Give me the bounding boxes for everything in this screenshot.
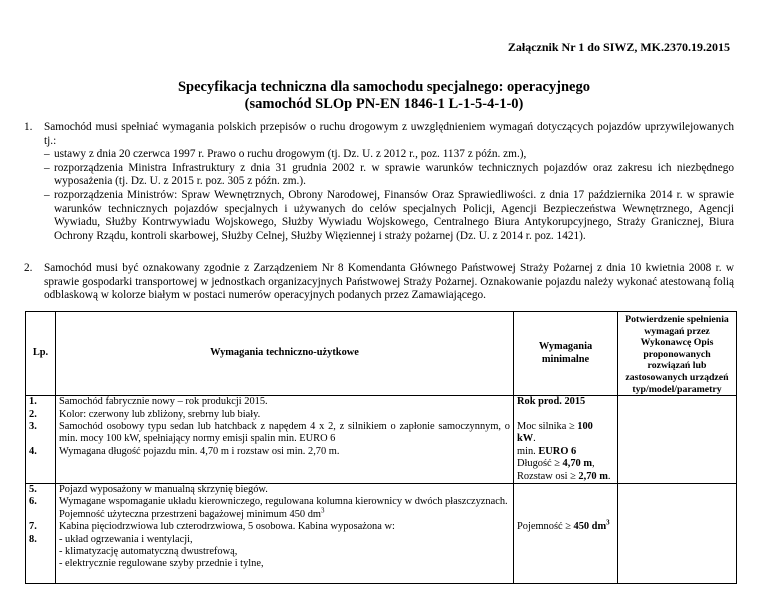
requirement-luggage: [59, 506, 510, 521]
bullet-item: [44, 148, 734, 162]
dash-icon: –: [44, 161, 50, 174]
min-length-value: 4,70 m: [562, 458, 592, 470]
superscript: 3: [321, 506, 325, 515]
requirement-text: Pojemność użyteczna przestrzeni bagażowej minimum 450 dm: [59, 508, 321, 520]
min-wheelbase: Rozstaw osi ≥ 2,70 m.: [517, 470, 611, 482]
bullet-text: ustawy z dnia 20 czerwca 1997 r. Prawo o ruchu drogowym (tj. Dz. U. z 2012 r., poz. 1137 z późn. zm.),: [54, 148, 527, 161]
row-number: 4.: [29, 445, 37, 457]
min-power-value: 100 kW: [517, 420, 593, 445]
min-length: Długość ≥ 4,70 m,: [517, 458, 595, 470]
min-power-label: Moc silnika ≥: [517, 420, 578, 432]
table-header-row: [26, 312, 737, 396]
min-euro-value: EURO 6: [538, 445, 577, 457]
requirement-text: - klimatyzację automatyczną dwustrefową,: [59, 546, 238, 558]
min-luggage-label: Pojemność ≥: [517, 521, 574, 533]
confirmation-cell[interactable]: [618, 396, 737, 484]
minimum-cell: [514, 396, 618, 484]
document-subtitle: (samochód SLOp PN-EN 1846-1 L-1-5-4-1-0): [244, 96, 524, 112]
list-item-text: Samochód musi spełniać wymagania polskich przepisów o ruchu drogowym z uwzględnieniem wymagań dotyczących pojazdów uprzywilejowanych tj.:: [44, 121, 734, 147]
row-number: 3.: [29, 420, 37, 432]
list-item-number: 2.: [24, 262, 33, 274]
requirement-text: Kabina pięciodrzwiowa lub czterodrzwiowa, 5 osobowa. Kabina wyposażona w:: [59, 521, 395, 533]
row-numbers: [26, 396, 56, 484]
requirement-text: Kolor: czerwony lub zbliżony, srebrny lub biały.: [59, 408, 261, 420]
min-wheelbase-value: 2,70 m: [578, 470, 608, 482]
header-requirements: Wymagania techniczno-użytkowe: [56, 312, 514, 396]
header-lp: Lp.: [26, 312, 56, 396]
minimum-cell: [514, 483, 618, 583]
row-number: 1.: [29, 396, 37, 408]
requirement-text: Pojazd wyposażony w manualną skrzynię biegów.: [59, 483, 268, 495]
row-number: 5.: [29, 483, 37, 495]
header-confirmation: Potwierdzenie spełnienia wymagań przez Wykonawcę Opis proponowanych rozwiązań lub zastosowanych urządzeń typ/model/parametry: [618, 312, 737, 396]
list-item-1: [24, 121, 734, 243]
requirements-cell: [56, 483, 514, 583]
document-title: Specyfikacja techniczna dla samochodu specjalnego: operacyjnego: [177, 79, 590, 95]
min-euro: [517, 446, 614, 458]
bullet-text: rozporządzenia Ministrów: Spraw Wewnętrznych, Obrony Narodowej, Finansów Oraz Sprawiedliwości. z dnia 17 października 2014 r. w sprawie warunków technicznych pojazdów specjalnych i używanych do celów specjalnych Policji, Agencji Bezpieczeństwa Wewnętrznego, Agencji Wywiadu, Służby Kontrwywiadu Wojskowego, Służby Wywiadu Wojskowego, Centralnego Biura Antykorupcyjnego, Straży Granicznej, Biura Ochrony Rządu, kontroli skarbowej, Służby Celnej, Służby Więziennej i straży pożarnej (Dz. U. z 2014 r. poz. 1421).: [54, 188, 734, 242]
requirement-text: Wymagana długość pojazdu min. 4,70 m i rozstaw osi min. 2,70 m.: [59, 445, 340, 457]
confirmation-cell[interactable]: [618, 483, 737, 583]
min-length-label: Długość ≥: [517, 458, 563, 470]
list-item-2: [24, 262, 734, 303]
requirement-text: Wymagane wspomaganie układu kierowniczego, regulowana kolumna kierownicy w dwóch płaszczyznach.: [59, 496, 508, 508]
specification-table: [25, 311, 737, 584]
row-number: 8.: [29, 533, 37, 545]
table-row: [26, 483, 737, 583]
min-euro-label: min.: [517, 445, 539, 457]
requirement-text: Samochód fabrycznie nowy – rok produkcji 2015.: [59, 396, 268, 408]
row-number: 2.: [29, 408, 37, 420]
dash-icon: –: [44, 188, 50, 201]
requirement-text: Samochód osobowy typu sedan lub hatchback z napędem 4 x 2, z silnikiem o zapłonie samoczynnym, o min. mocy 100 kW, spełniający normy emisji spalin min. EURO 6: [59, 420, 510, 445]
superscript: 3: [606, 518, 610, 527]
requirements-cell: [56, 396, 514, 484]
bullet-item: [44, 162, 734, 189]
min-luggage: [517, 518, 614, 533]
requirement-text: - elektrycznie regulowane szyby przednie i tylne,: [59, 558, 264, 570]
list-item-text: Samochód musi być oznakowany zgodnie z Zarządzeniem Nr 8 Komendanta Głównego Państwowej Straży Pożarnej z dnia 10 kwietnia 2008 r. w sprawie gospodarki transportowej w jednostkach organizacyjnych Państwowej Straży Pożarnej. Oznakowanie pojazdu należy wykonać atestowaną folią odblaskową w kolorze białym w postaci numerów operacyjnych podanych przez Zamawiającego.: [44, 262, 734, 302]
bullet-item: [44, 189, 734, 243]
requirement-text: - układ ogrzewania i wentylacji,: [59, 533, 193, 545]
row-numbers: [26, 483, 56, 583]
row-number: 6.: [29, 496, 37, 508]
table-row: [26, 396, 737, 484]
row-number: 7.: [29, 521, 37, 533]
header-minimum: Wymagania minimalne: [514, 312, 618, 396]
min-power: Moc silnika ≥ 100 kW.: [517, 420, 593, 445]
list-item-number: 1.: [24, 121, 33, 133]
dash-icon: –: [44, 148, 50, 161]
min-luggage-value: 450 dm: [573, 521, 607, 533]
attachment-reference: Załącznik Nr 1 do SIWZ, MK.2370.19.2015: [507, 40, 730, 54]
min-wheelbase-label: Rozstaw osi ≥: [517, 470, 579, 482]
bullet-text: rozporządzenia Ministra Infrastruktury z dnia 31 grudnia 2002 r. w sprawie warunków technicznych pojazdów oraz zakresu ich niezbędnego wyposażenia (tj. Dz. U. z 2015 r. poz. 305 z późn. zm.).: [54, 161, 734, 188]
min-year: Rok prod. 2015: [517, 396, 586, 408]
